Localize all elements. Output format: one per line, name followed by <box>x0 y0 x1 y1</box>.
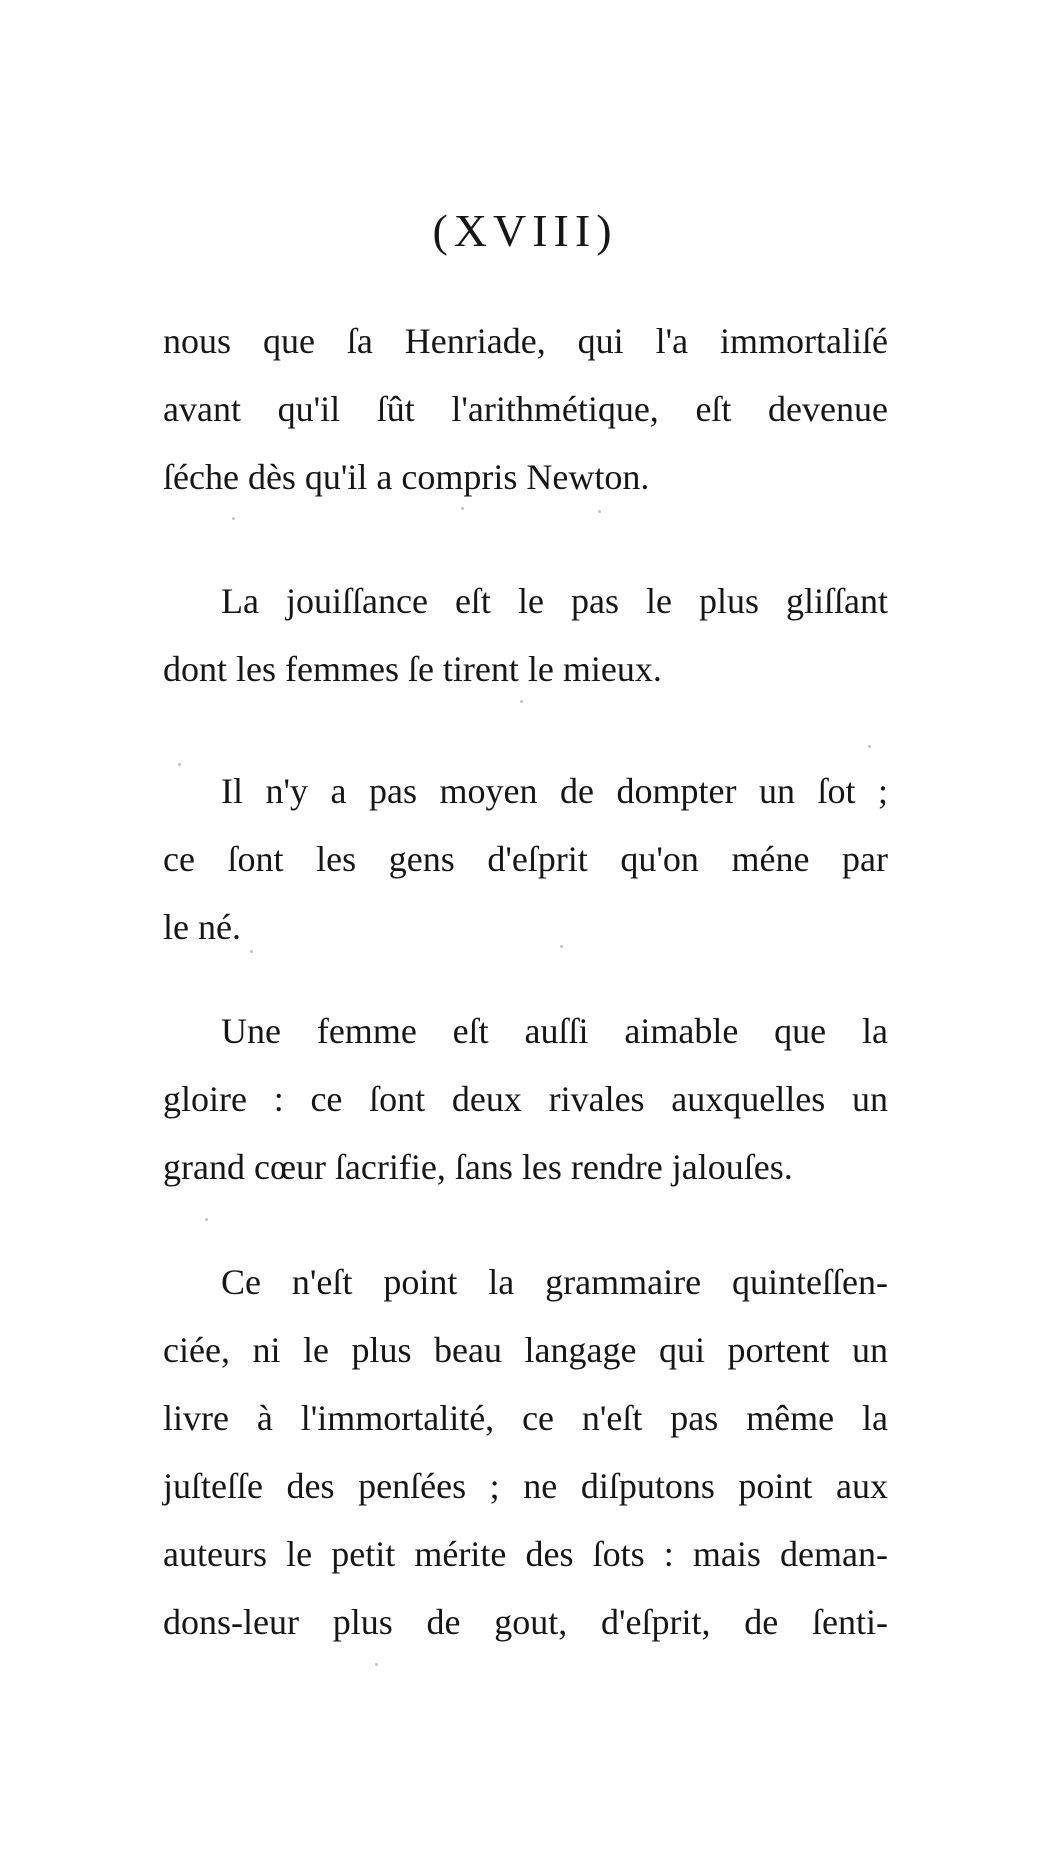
print-speck <box>461 507 464 510</box>
paragraph-2 <box>163 567 888 703</box>
page-number: (XVIII) <box>432 205 618 256</box>
print-speck <box>232 517 235 520</box>
text-line: dont les femmes ſe tirent le mieux. <box>163 649 662 689</box>
text-line: gloire : ce ſont deux rivales auxquelles un <box>163 1079 888 1119</box>
text-line: ſéche dès qu'il a compris Newton. <box>163 457 650 497</box>
print-speck <box>205 1218 208 1221</box>
text-line: juſteſſe des penſées ; ne diſputons point aux <box>163 1466 888 1506</box>
print-speck <box>560 945 563 948</box>
paragraph-5 <box>163 1248 888 1656</box>
text-line: Une femme eſt auſſi aimable que la <box>221 1011 888 1051</box>
text-line: ce ſont les gens d'eſprit qu'on méne par <box>163 839 888 879</box>
text-line: auteurs le petit mérite des ſots : mais deman- <box>163 1534 888 1574</box>
text-line: livre à l'immortalité, ce n'eſt pas même la <box>163 1398 888 1438</box>
print-speck <box>598 510 601 513</box>
text-line: grand cœur ſacrifie, ſans les rendre jalouſes. <box>163 1147 793 1187</box>
text-line: Il n'y a pas moyen de dompter un ſot ; <box>221 771 888 811</box>
text-line: avant qu'il ſût l'arithmétique, eſt devenue <box>163 389 888 429</box>
text-line: Ce n'eſt point la grammaire quinteſſen- <box>221 1262 888 1302</box>
print-speck <box>178 763 181 766</box>
paragraph-3 <box>163 757 888 961</box>
print-speck <box>250 950 253 953</box>
text-line: nous que ſa Henriade, qui l'a immortaliſé <box>163 321 888 361</box>
print-speck <box>375 1663 378 1666</box>
print-speck <box>520 700 523 703</box>
paragraph-4 <box>163 997 888 1201</box>
text-line: dons-leur plus de gout, d'eſprit, de ſenti- <box>163 1602 888 1642</box>
paragraph-1 <box>163 307 888 511</box>
text-line: ciée, ni le plus beau langage qui portent un <box>163 1330 888 1370</box>
text-line: le né. <box>163 907 241 947</box>
print-speck <box>868 745 871 748</box>
text-line: La jouiſſance eſt le pas le plus gliſſant <box>221 581 888 621</box>
